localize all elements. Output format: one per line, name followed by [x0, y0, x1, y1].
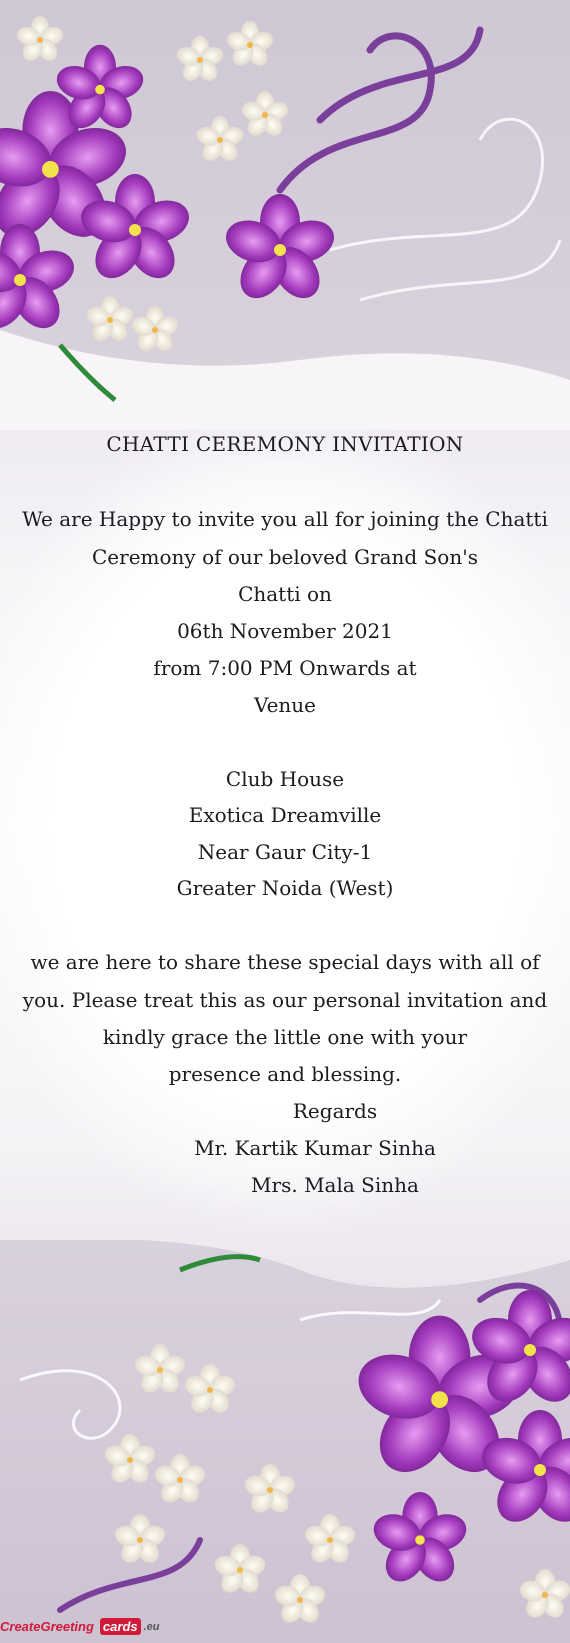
venue-line-4: Greater Noida (West) [176, 876, 394, 900]
venue-line-2: Exotica Dreamville [188, 803, 382, 827]
message-line-1: we are here to share these special days with all of [30, 950, 540, 974]
venue-line-3: Near Gaur City-1 [197, 840, 373, 864]
intro-line-1: We are Happy to invite you all for joining the Chatti [22, 507, 548, 531]
event-line: Chatti on [238, 582, 332, 606]
message-line-2: you. Please treat this as our personal invitation and [22, 988, 548, 1012]
bottom-floral-illustration [0, 1240, 570, 1643]
createGreetingcards-logo [0, 1610, 160, 1643]
logo-text-part3: .eu [143, 1620, 160, 1633]
venue-label: Venue [253, 693, 317, 717]
message-line-3: kindly grace the little one with your [102, 1025, 468, 1049]
invitation-title: CHATTI CEREMONY INVITATION [106, 432, 464, 456]
top-floral-illustration [0, 0, 570, 430]
event-date: 06th November 2021 [177, 619, 393, 643]
intro-line-2: Ceremony of our beloved Grand Son's [92, 545, 478, 569]
regards-label: Regards [292, 1099, 378, 1123]
venue-line-1: Club House [225, 767, 345, 791]
logo-text-part1: CreateGreeting [0, 1619, 94, 1634]
logo-text-part2: cards [100, 1618, 141, 1635]
host-name-1: Mr. Kartik Kumar Sinha [194, 1136, 436, 1160]
host-name-2: Mrs. Mala Sinha [251, 1173, 419, 1197]
event-time: from 7:00 PM Onwards at [153, 656, 417, 680]
message-line-4: presence and blessing. [168, 1062, 402, 1086]
